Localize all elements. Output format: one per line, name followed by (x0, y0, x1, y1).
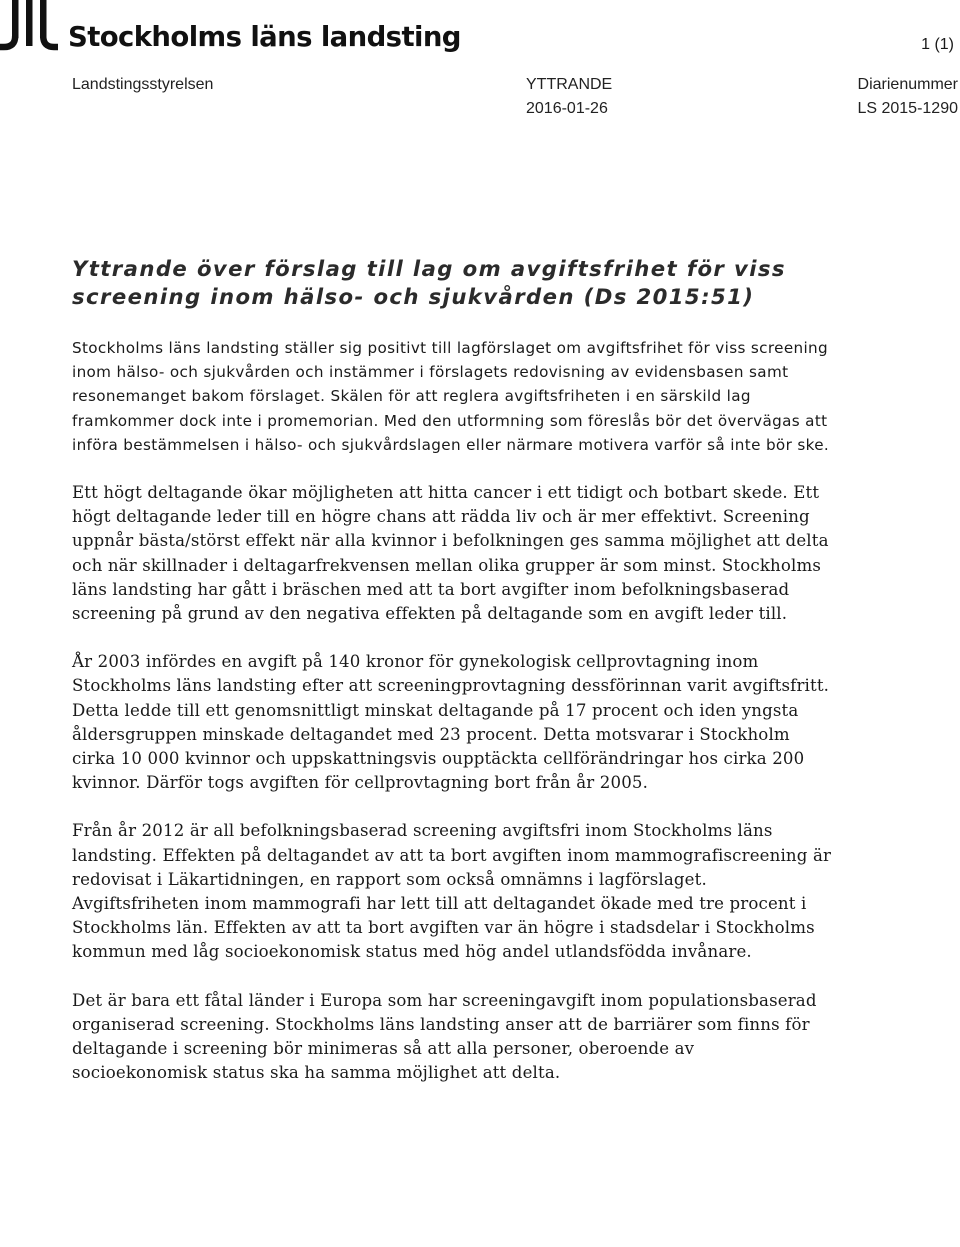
department: Landstingsstyrelsen (72, 76, 214, 93)
landsting-logo-icon (0, 0, 58, 52)
paragraph: År 2003 infördes en avgift på 140 kronor för gynekologisk cellprovtagning inom Stockholms läns landsting efter att screeningprovtagning dessförinnan varit avgiftsfritt. Detta ledde till ett genomsnittligt minskat deltagande på 17 procent och iden yngsta åldersgruppen minskade deltagandet med 23 procent. Detta motsvarar i Stockholm cirka 10 000 kvinnor och uppskattningsvis oupptäckta cellförändringar hos cirka 200 kvinnor. Därför togs avgiften för cellprovtagning bort från år 2005. (72, 652, 830, 793)
org-logo (0, 0, 461, 56)
paragraph: Stockholms läns landsting ställer sig positivt till lagförslaget om avgiftsfrihet för viss screening inom hälso- och sjukvården och instämmer i förslagets redovisning av evidensbasen samt resonemanget bakom förslaget. Skälen för att reglera avgiftsfriheten i en särskild lag framkommer dock inte i promemorian. Med den utformning som föreslås bör det övervägas att införa bestämmelsen i hälso- och sjukvårdslagen eller närmare motivera varför så inte bör ske. (72, 339, 830, 454)
paragraph: Från år 2012 är all befolkningsbaserad screening avgiftsfri inom Stockholms läns landsting. Effekten på deltagandet av att ta bort avgiften inom mammografiscreening är redovisat i Läkartidningen, en rapport som också omnämns i lagförslaget. Avgiftsfriheten inom mammografi har lett till att deltagandet ökade med tre procent i Stockholms län. Effekten av att ta bort avgiften var än högre i stadsdelar i Stockholms kommun med låg socioekonomisk status med hög andel utlandsfödda invånare. (72, 821, 832, 962)
document-type: YTTRANDE (526, 76, 613, 93)
diary-number: LS 2015-1290 (857, 100, 958, 117)
document-date: 2016-01-26 (526, 100, 608, 117)
document-body (72, 336, 832, 1109)
diary-number-label: Diarienummer (857, 76, 958, 93)
paragraph: Det är bara ett fåtal länder i Europa som har screeningavgift inom populationsbaserad organiserad screening. Stockholms läns landsting anser att de barriärer som finns för deltagande i screening bör minimeras så att alla personer, oberoende av socioekonomisk status ska ha samma möjlighet att delta. (72, 990, 817, 1083)
document-title: Yttrande över förslag till lag om avgiftsfrihet för viss screening inom hälso- och sjukvården (Ds 2015:51) (72, 256, 786, 309)
paragraph: Ett högt deltagande ökar möjligheten att hitta cancer i ett tidigt och botbart skede. Ett högt deltagande leder till en högre chans att rädda liv och är mer effektivt. Screening uppnår bästa/störst effekt när alla kvinnor i befolkningen ges samma möjlighet att delta och när skillnader i deltagarfrekvensen mellan olika grupper är som minst. Stockholms läns landsting har gått i bräschen med att ta bort avgifter inom befolkningsbaserad screening på grund av den negativa effekten på deltagande som en avgift leder till. (72, 483, 829, 624)
page-number: 1 (1) (921, 36, 954, 53)
org-name: Stockholms läns landsting (68, 21, 461, 53)
